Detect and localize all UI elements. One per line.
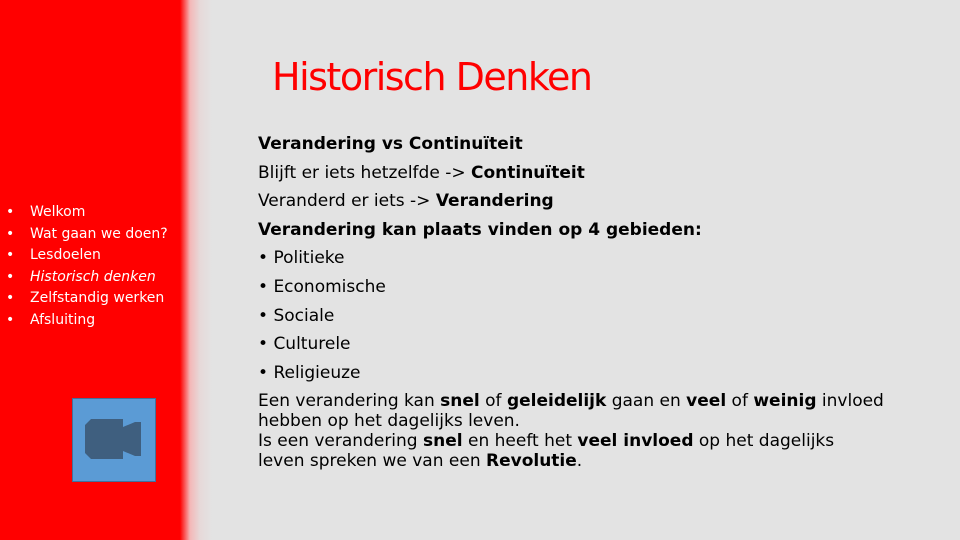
bullet: •	[258, 248, 269, 269]
continuity-line	[258, 159, 918, 188]
area-item	[258, 273, 918, 302]
nav-item-label: Afsluiting	[30, 311, 96, 328]
paragraph-line	[258, 431, 918, 451]
video-camera-icon	[83, 419, 147, 459]
area-item	[258, 330, 918, 359]
text: Veranderd er iets ->	[258, 191, 436, 212]
nav-item-label: Zelfstandig werken	[30, 290, 165, 307]
nav-item-wat-gaan-we-doen[interactable]	[6, 224, 192, 246]
text: .	[576, 451, 583, 472]
change-term: Verandering	[435, 191, 554, 212]
text: of	[479, 391, 507, 412]
text: of	[726, 391, 754, 412]
nav-item-label: Wat gaan we doen?	[30, 225, 168, 242]
bullet: •	[6, 311, 15, 328]
nav-item-welkom[interactable]	[6, 202, 192, 224]
emphasis: snel	[440, 391, 480, 412]
emphasis: veel invloed	[577, 431, 694, 452]
nav-item-zelfstandig-werken[interactable]	[6, 288, 192, 310]
area-label: Politieke	[273, 248, 345, 269]
nav-item-label: Welkom	[30, 204, 86, 220]
bullet: •	[6, 247, 15, 264]
sidebar	[0, 0, 212, 540]
speed-impact-paragraph	[258, 391, 918, 431]
emphasis: snel	[423, 431, 463, 452]
text: leven spreken we van een	[258, 451, 486, 472]
area-item	[258, 244, 918, 273]
bullet: •	[6, 225, 15, 242]
bullet: •	[258, 276, 269, 297]
text: invloed	[816, 391, 884, 412]
text: en heeft het	[462, 431, 578, 452]
text: Een verandering kan	[258, 391, 441, 412]
text: gaan en	[606, 391, 687, 412]
emphasis: geleidelijk	[506, 391, 607, 412]
paragraph-line	[258, 451, 918, 471]
emphasis: weinig	[753, 391, 817, 412]
paragraph-line	[258, 391, 918, 411]
area-item	[258, 302, 918, 331]
bullet: •	[258, 362, 269, 383]
area-label: Culturele	[273, 334, 351, 355]
bullet: •	[258, 305, 269, 326]
slide-title: Historisch Denken	[272, 55, 592, 99]
emphasis: veel	[686, 391, 727, 412]
text: Is een verandering	[258, 431, 424, 452]
bullet: •	[6, 204, 15, 220]
area-label: Religieuze	[273, 362, 361, 383]
revolution-paragraph	[258, 431, 918, 471]
revolution-term: Revolutie	[486, 451, 577, 472]
bullet: •	[6, 290, 15, 307]
nav-item-historisch-denken[interactable]	[6, 267, 192, 289]
sidebar-nav	[6, 202, 192, 332]
nav-item-label: Historisch denken	[30, 268, 156, 285]
bullet: •	[6, 268, 15, 285]
nav-item-lesdoelen[interactable]	[6, 245, 192, 267]
video-media-button[interactable]	[72, 398, 156, 482]
continuity-term: Continuïteit	[470, 162, 585, 183]
paragraph-line: hebben op het dagelijks leven.	[258, 411, 520, 432]
area-label: Economische	[273, 276, 386, 297]
nav-item-afsluiting[interactable]	[6, 310, 192, 332]
areas-intro: Verandering kan plaats vinden op 4 gebieden:	[258, 219, 702, 240]
area-label: Sociale	[273, 305, 335, 326]
bullet: •	[258, 334, 269, 355]
area-item	[258, 359, 918, 388]
content-heading: Verandering vs Continuïteit	[258, 134, 523, 154]
nav-item-label: Lesdoelen	[30, 247, 101, 264]
slide-content	[258, 130, 918, 471]
text: op het dagelijks	[693, 431, 835, 452]
text: Blijft er iets hetzelfde ->	[258, 162, 471, 183]
change-line	[258, 187, 918, 216]
